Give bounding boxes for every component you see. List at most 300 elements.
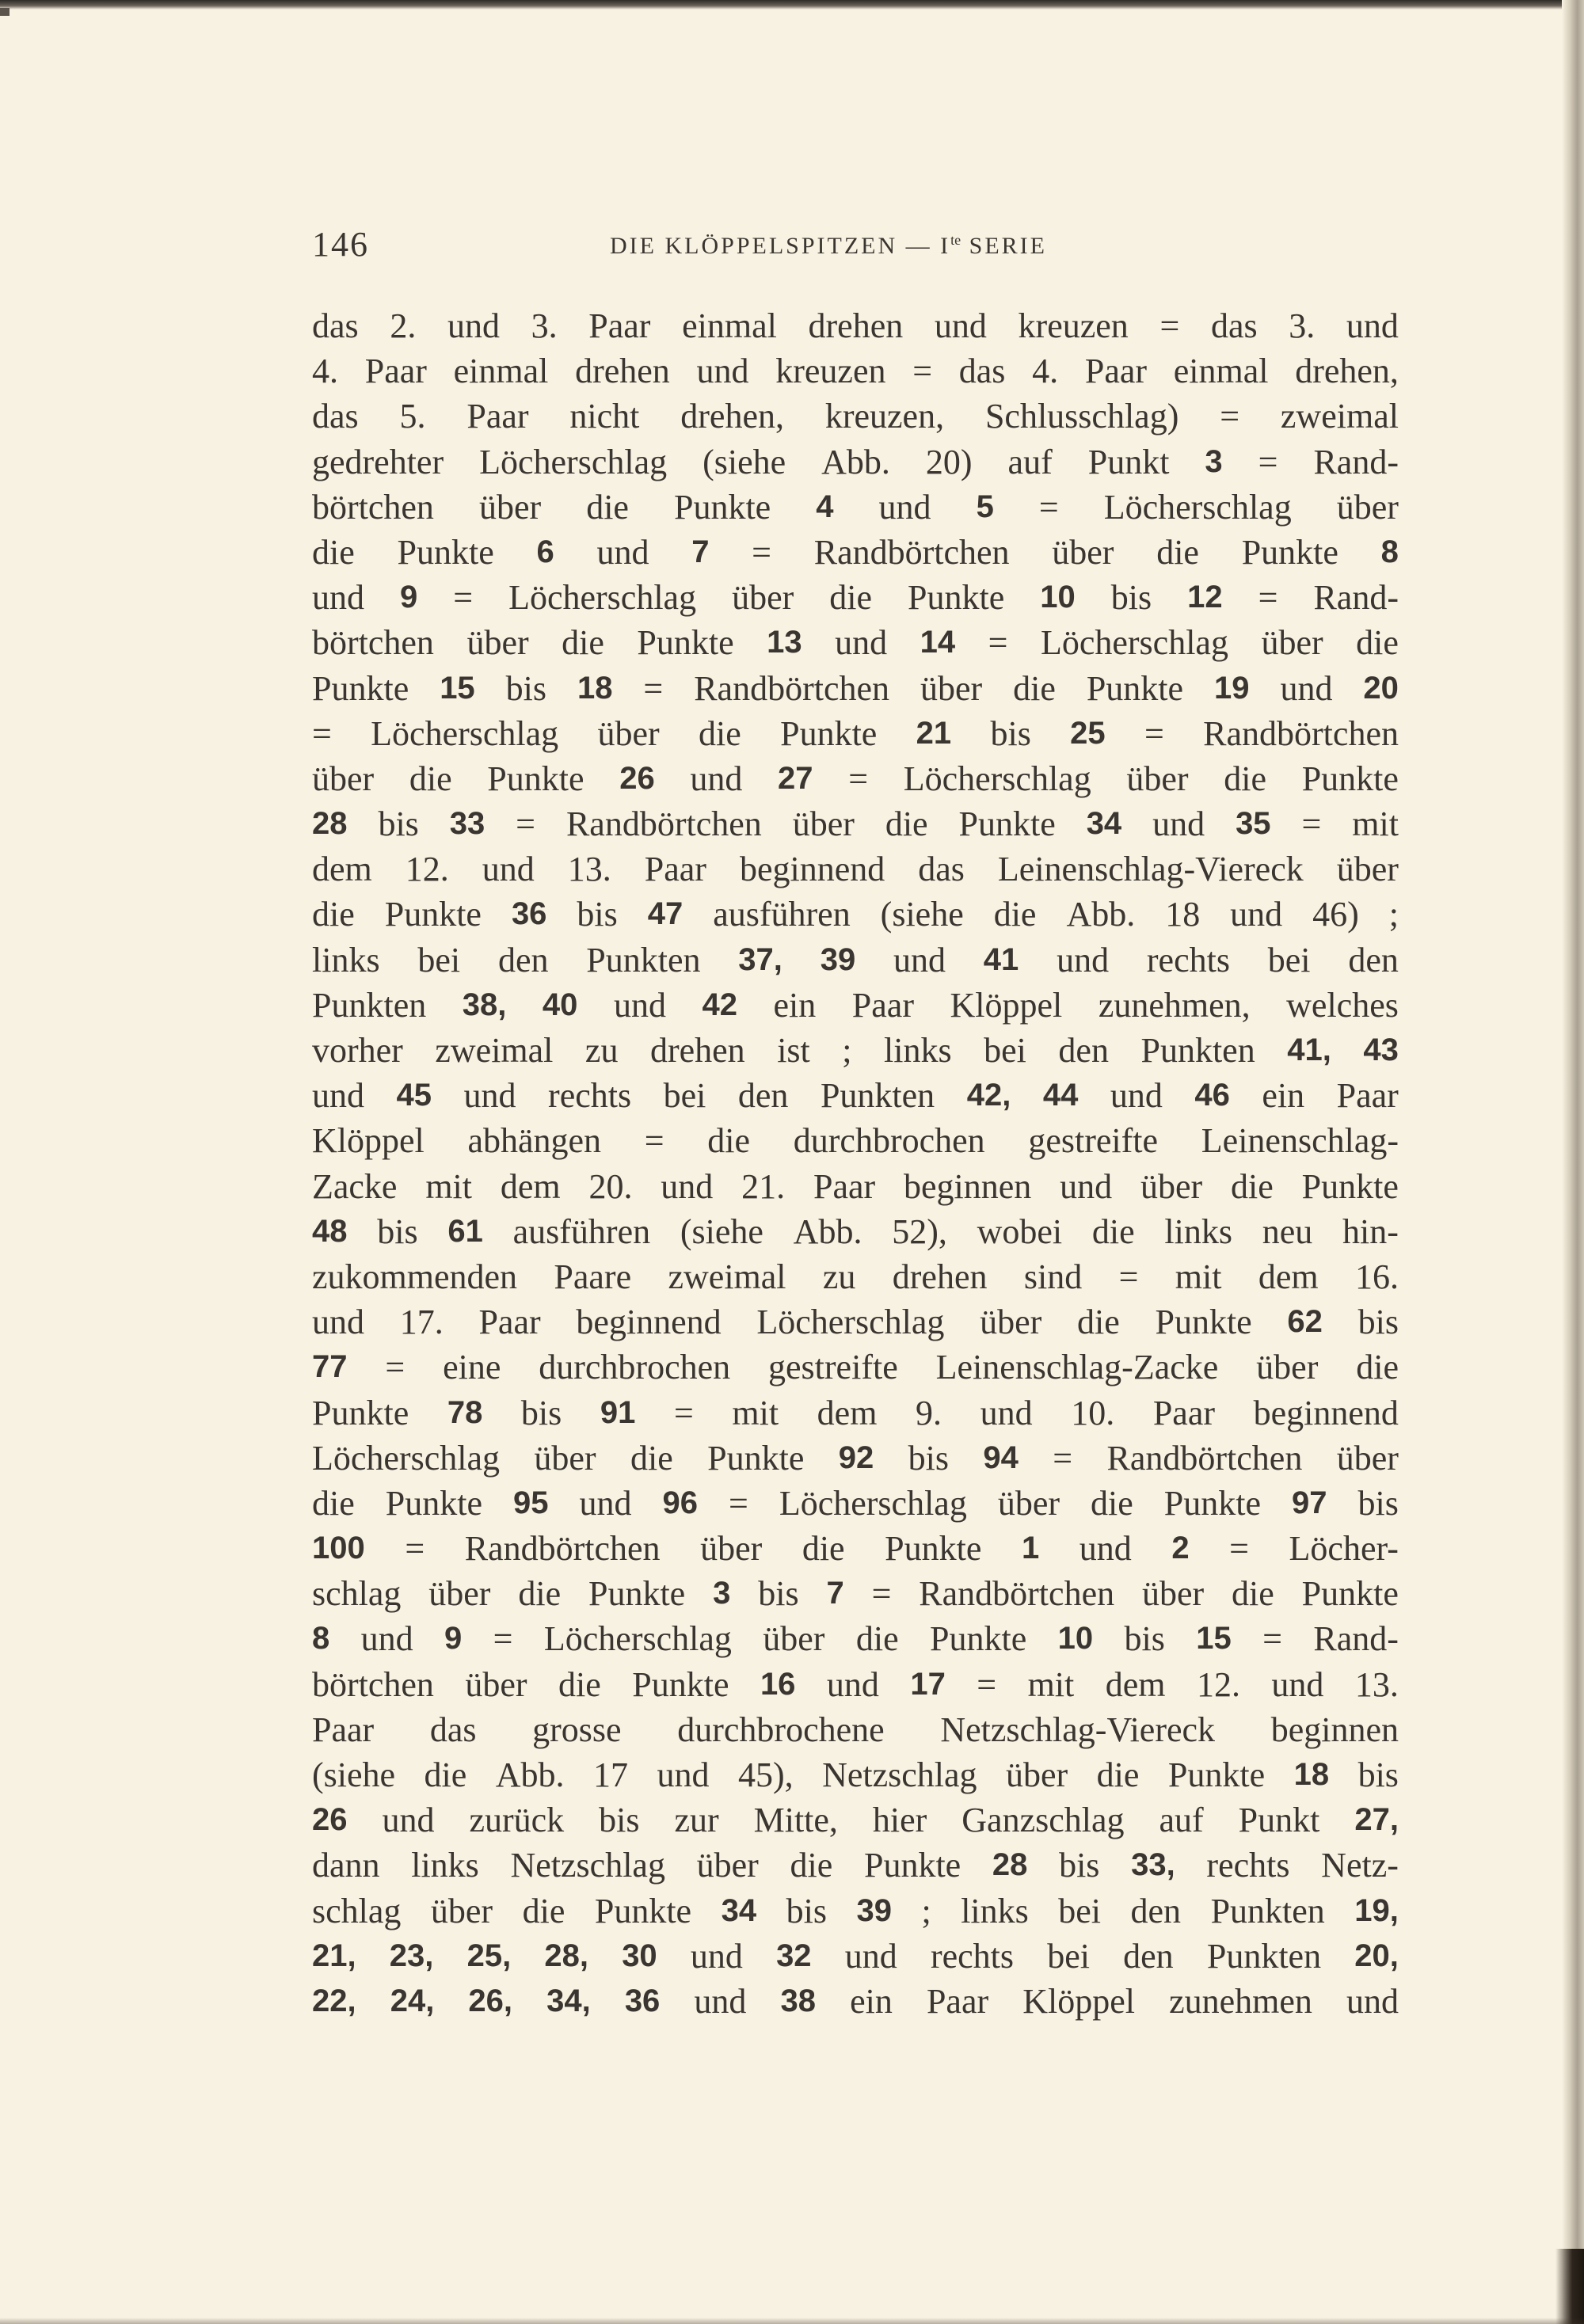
- word: Rand-: [1313, 1619, 1399, 1659]
- word: =: [312, 713, 332, 753]
- word: ;: [842, 1031, 852, 1070]
- word: über: [1256, 1348, 1319, 1387]
- point-number: 28,: [544, 1938, 588, 1973]
- text-line: [312, 530, 1399, 575]
- point-number: 19: [1214, 670, 1250, 706]
- text-line: [312, 983, 1399, 1028]
- word: Netzschlag: [510, 1846, 665, 1885]
- word: und: [835, 623, 888, 663]
- word: Punkte: [385, 1483, 482, 1523]
- word: und: [312, 1076, 364, 1116]
- word: die: [312, 1483, 355, 1523]
- word: Löcherschlag: [371, 713, 559, 753]
- point-number: 45: [396, 1078, 432, 1113]
- word: und: [312, 1303, 364, 1342]
- running-header: [312, 224, 1399, 272]
- word: Punkten: [1140, 1031, 1255, 1070]
- point-number: 3: [713, 1576, 731, 1611]
- point-number: 28: [992, 1847, 1028, 1883]
- word: zu: [584, 1031, 619, 1070]
- word: Löcherschlag: [508, 578, 697, 618]
- text-line: [312, 439, 1399, 485]
- word: Punkte: [1301, 759, 1399, 798]
- word: mit: [425, 1166, 472, 1206]
- text-line: [312, 1707, 1399, 1752]
- word: neu: [1262, 1211, 1313, 1251]
- word: die: [518, 1574, 562, 1614]
- running-title-main: DIE KLÖPPELSPITZEN — I: [610, 233, 951, 259]
- word: Löcherschlag: [543, 1619, 732, 1659]
- point-number: 28: [312, 806, 348, 842]
- word: =: [644, 1121, 664, 1161]
- word: dann: [312, 1846, 380, 1885]
- word: Randbörtchen: [1203, 713, 1399, 753]
- page-corner-mark: [0, 8, 10, 16]
- point-number: 23,: [389, 1938, 434, 1973]
- word: und: [657, 1755, 710, 1794]
- point-number: 77: [312, 1349, 348, 1385]
- word: Paar: [813, 1166, 876, 1206]
- word: beginnen: [904, 1166, 1032, 1206]
- word: Paar: [644, 850, 706, 889]
- word: über: [478, 487, 542, 527]
- word: bis: [1124, 1619, 1165, 1659]
- word: Paar: [364, 352, 427, 391]
- word: börtchen: [312, 1664, 434, 1704]
- word: die: [802, 1529, 845, 1569]
- word: rechts: [930, 1936, 1014, 1976]
- text-line: [312, 1164, 1399, 1209]
- word: Paar: [851, 985, 914, 1025]
- point-number: 27,: [1354, 1802, 1399, 1838]
- word: =: [912, 352, 933, 391]
- word: die: [522, 1891, 565, 1930]
- word: Paar: [312, 1710, 375, 1749]
- word: drehen: [649, 1031, 745, 1070]
- word: sind: [1023, 1257, 1083, 1296]
- word: Punkte: [1163, 1483, 1262, 1523]
- word: =: [729, 1483, 748, 1523]
- word: durchbrochen: [539, 1348, 731, 1387]
- word: einmal: [453, 352, 549, 391]
- word: das: [312, 397, 359, 436]
- point-number: 26,: [468, 1983, 513, 2018]
- word: rechts: [1146, 940, 1230, 979]
- word: bei: [417, 940, 461, 979]
- word: nicht: [569, 397, 640, 436]
- word: Randbörtchen: [813, 532, 1010, 572]
- word: bei: [1047, 1936, 1090, 1976]
- word: das: [429, 1710, 477, 1749]
- word: und: [826, 1664, 879, 1704]
- word: bei: [663, 1076, 706, 1116]
- word: drehen,: [1295, 352, 1399, 391]
- word: drehen: [808, 306, 904, 345]
- word: bis: [599, 1801, 640, 1840]
- word: die: [424, 1755, 467, 1794]
- text-line: [312, 1481, 1399, 1526]
- word: bis: [990, 713, 1031, 753]
- word: über: [997, 1483, 1060, 1523]
- point-number: 34,: [546, 1983, 591, 2018]
- word: über: [428, 1574, 491, 1614]
- word: Punkte: [487, 759, 584, 798]
- word: Punkte: [397, 532, 494, 572]
- word: =: [453, 578, 474, 618]
- word: Punkten: [586, 940, 701, 979]
- word: auf: [1007, 442, 1053, 481]
- word: 46): [1312, 895, 1359, 934]
- word: Leinenschlag-Viereck: [997, 850, 1304, 889]
- point-number: 5: [976, 489, 994, 524]
- word: bis: [908, 1438, 949, 1478]
- word: =: [673, 1393, 694, 1432]
- word: über: [1336, 1438, 1399, 1478]
- word: Punkte: [1301, 1166, 1399, 1206]
- point-number: 92: [838, 1440, 874, 1475]
- word: abhängen: [467, 1121, 602, 1161]
- word: Paar: [478, 1303, 541, 1342]
- word: die: [1356, 1348, 1399, 1387]
- point-number: 35: [1236, 806, 1271, 842]
- word: über: [700, 1529, 763, 1569]
- point-number: 18: [577, 670, 613, 706]
- point-number: 25,: [466, 1938, 512, 1973]
- point-number: 94: [983, 1440, 1019, 1475]
- word: 12.: [405, 850, 449, 889]
- word: über: [1141, 1574, 1205, 1614]
- word: =: [1038, 487, 1059, 527]
- word: =: [1229, 1529, 1249, 1569]
- word: das: [312, 306, 359, 345]
- word: bis: [1059, 1846, 1100, 1885]
- word: und: [696, 352, 749, 391]
- word: den: [1130, 1891, 1182, 1930]
- word: mit: [732, 1393, 779, 1432]
- word: die: [1096, 1755, 1140, 1794]
- word: bei: [1267, 940, 1311, 979]
- word: Abb.: [793, 1211, 862, 1251]
- word: und: [893, 940, 946, 979]
- word: Punkte: [863, 1846, 961, 1885]
- word: über: [1006, 1755, 1068, 1794]
- word: zunehmen: [1169, 1981, 1312, 2021]
- point-number: 36: [624, 1983, 661, 2018]
- word: =: [848, 759, 869, 798]
- point-number: 10: [1040, 580, 1076, 615]
- text-line: [312, 394, 1399, 439]
- word: über: [763, 1619, 825, 1659]
- word: Punkte: [673, 487, 771, 527]
- word: drehen: [892, 1257, 988, 1296]
- word: Punkte: [1155, 1303, 1252, 1342]
- point-number: 96: [662, 1485, 698, 1520]
- word: =: [988, 623, 1008, 663]
- word: und: [312, 578, 364, 618]
- word: =: [1301, 804, 1322, 844]
- point-number: 9: [444, 1621, 463, 1656]
- point-number: 15: [440, 670, 475, 706]
- word: (siehe: [680, 1211, 763, 1251]
- text-line: [312, 1797, 1399, 1843]
- point-number: 43: [1363, 1033, 1399, 1067]
- word: Punkt: [1087, 442, 1170, 481]
- word: wobei: [977, 1211, 1063, 1251]
- word: Punkte: [632, 1664, 729, 1704]
- word: und: [1271, 1664, 1324, 1704]
- point-number: 95: [513, 1485, 549, 1520]
- word: bis: [1357, 1483, 1399, 1523]
- word: ausführen: [713, 895, 851, 934]
- word: hier: [872, 1801, 927, 1840]
- point-number: 14: [920, 625, 956, 660]
- word: 13.: [1354, 1664, 1399, 1704]
- word: einmal: [682, 306, 777, 345]
- word: Löcherschlag: [312, 1438, 500, 1478]
- word: =: [752, 532, 771, 572]
- word: auf: [1159, 1801, 1204, 1840]
- word: und: [360, 1619, 413, 1659]
- point-number: 44: [1042, 1078, 1079, 1113]
- word: beginnend: [739, 850, 885, 889]
- word: bis: [1110, 578, 1152, 618]
- word: Netzschlag-Viereck: [940, 1710, 1216, 1749]
- word: =: [1118, 1257, 1139, 1296]
- text-line: [312, 1345, 1399, 1390]
- word: Ganzschlag: [961, 1801, 1125, 1840]
- word: kreuzen,: [824, 397, 945, 436]
- word: die: [1091, 1483, 1133, 1523]
- text-line: [312, 1299, 1399, 1345]
- point-number: 7: [826, 1576, 844, 1611]
- point-number: 6: [536, 534, 554, 569]
- word: Klöppel: [950, 985, 1063, 1025]
- word: über: [1052, 532, 1114, 572]
- word: gestreifte: [768, 1348, 898, 1387]
- word: und: [878, 487, 931, 527]
- page-right-edge: [1562, 0, 1584, 2324]
- word: börtchen: [312, 487, 434, 527]
- word: durchbrochen: [793, 1121, 985, 1161]
- text-line: [312, 756, 1399, 801]
- word: Punkte: [312, 668, 409, 708]
- word: die: [855, 1619, 899, 1659]
- point-number: 8: [312, 1621, 330, 1656]
- word: =: [493, 1619, 513, 1659]
- point-number: 20: [1363, 670, 1399, 706]
- word: und: [690, 1936, 743, 1976]
- word: den: [737, 1076, 789, 1116]
- word: 20): [925, 442, 973, 481]
- text-line: [312, 1934, 1399, 1979]
- point-number: 7: [691, 534, 710, 569]
- word: bis: [1357, 1755, 1399, 1794]
- word: und: [1230, 895, 1283, 934]
- word: und: [596, 532, 649, 572]
- word: =: [1258, 578, 1278, 618]
- word: kreuzen: [1018, 306, 1129, 345]
- word: die: [409, 759, 452, 798]
- word: (siehe: [703, 442, 786, 481]
- word: mit: [1175, 1257, 1222, 1296]
- word: die: [586, 487, 629, 527]
- word: rechts: [548, 1076, 632, 1116]
- word: schlag: [312, 1574, 402, 1614]
- word: Rand-: [1313, 578, 1399, 618]
- point-number: 22,: [312, 1983, 356, 2018]
- word: über: [732, 578, 794, 618]
- point-number: 78: [447, 1394, 483, 1430]
- point-number: 42,: [966, 1078, 1011, 1113]
- word: Punkten: [1206, 1936, 1322, 1976]
- word: über: [792, 804, 855, 844]
- word: 21.: [741, 1166, 786, 1206]
- point-number: 3: [1205, 443, 1223, 479]
- point-number: 61: [447, 1213, 483, 1249]
- word: 45),: [737, 1755, 794, 1794]
- point-number: 25: [1070, 715, 1106, 751]
- word: Punkte: [637, 623, 734, 663]
- word: 10.: [1071, 1393, 1115, 1432]
- word: die: [1224, 759, 1267, 798]
- word: die: [885, 804, 928, 844]
- text-line: [312, 1028, 1399, 1073]
- word: 17.: [399, 1303, 444, 1342]
- word: zukommenden: [312, 1257, 518, 1296]
- word: Punkten: [1210, 1891, 1325, 1930]
- word: beginnen: [1270, 1710, 1399, 1749]
- word: über: [1336, 850, 1399, 889]
- word: und: [980, 1393, 1033, 1432]
- point-number: 42: [702, 987, 737, 1022]
- point-number: 33: [449, 806, 485, 842]
- word: Rand-: [1313, 442, 1399, 481]
- text-line: [312, 575, 1399, 620]
- word: über: [1336, 487, 1399, 527]
- word: =: [1220, 397, 1240, 436]
- text-line: [312, 1118, 1399, 1163]
- point-number: 46: [1194, 1078, 1230, 1113]
- word: und: [661, 1166, 714, 1206]
- word: 3.: [531, 306, 558, 345]
- word: 12.: [1196, 1664, 1240, 1704]
- word: eine: [443, 1348, 501, 1387]
- word: den: [1348, 940, 1399, 979]
- word: über: [920, 668, 983, 708]
- point-number: 8: [1380, 534, 1399, 569]
- word: schlag: [312, 1891, 402, 1930]
- word: Randbörtchen: [464, 1529, 661, 1569]
- word: die: [993, 895, 1037, 934]
- point-number: 10: [1057, 1621, 1094, 1656]
- text-line: [312, 1390, 1399, 1436]
- word: dem: [817, 1393, 878, 1432]
- word: und: [934, 306, 987, 345]
- word: links: [961, 1891, 1029, 1930]
- word: über: [980, 1303, 1042, 1342]
- word: 18: [1165, 895, 1201, 934]
- word: Löcherschlag: [756, 1303, 945, 1342]
- point-number: 20,: [1354, 1938, 1399, 1973]
- word: links: [411, 1846, 479, 1885]
- point-number: 17: [910, 1666, 946, 1702]
- word: und: [1346, 1981, 1399, 2021]
- point-number: 26: [312, 1802, 348, 1838]
- word: und: [690, 759, 743, 798]
- point-number: 33,: [1131, 1847, 1175, 1883]
- point-number: 19,: [1354, 1892, 1399, 1928]
- point-number: 9: [400, 580, 418, 615]
- point-number: 21: [916, 715, 952, 751]
- word: bis: [1357, 1303, 1399, 1342]
- word: die: [699, 713, 741, 753]
- word: bis: [786, 1891, 827, 1930]
- text-line: [312, 1662, 1399, 1707]
- word: kreuzen: [775, 352, 886, 391]
- word: Klöppel: [312, 1121, 425, 1161]
- word: und: [382, 1801, 435, 1840]
- word: 9.: [916, 1393, 942, 1432]
- word: dem: [1105, 1664, 1166, 1704]
- word: mit: [1027, 1664, 1075, 1704]
- text-line: [312, 1254, 1399, 1299]
- word: Schlusschlag): [984, 397, 1179, 436]
- word: und: [1079, 1529, 1132, 1569]
- word: über: [696, 1846, 759, 1885]
- word: dem: [500, 1166, 561, 1206]
- word: 3.: [1289, 306, 1316, 345]
- word: über: [465, 1664, 527, 1704]
- word: die: [558, 1664, 601, 1704]
- word: Paare: [554, 1257, 632, 1296]
- word: Löcherschlag: [1040, 623, 1228, 663]
- text-line: [312, 846, 1399, 892]
- page-top-edge: [0, 0, 1584, 10]
- word: =: [1159, 306, 1180, 345]
- word: Abb.: [495, 1755, 565, 1794]
- word: gedrehter: [312, 442, 444, 481]
- word: =: [643, 668, 664, 708]
- word: Punkte: [1086, 668, 1184, 708]
- word: Leinenschlag-Zacke: [935, 1348, 1219, 1387]
- word: Paar: [926, 1981, 989, 2021]
- point-number: 13: [767, 625, 802, 660]
- point-number: 18: [1293, 1757, 1330, 1792]
- word: Punkte: [384, 895, 482, 934]
- word: Punkte: [908, 578, 1005, 618]
- word: Randbörtchen: [1106, 1438, 1303, 1478]
- running-title-tail: SERIE: [961, 233, 1047, 259]
- word: Paar: [1336, 1076, 1399, 1116]
- word: bis: [377, 1211, 418, 1251]
- word: bis: [577, 895, 618, 934]
- point-number: 40: [542, 987, 578, 1022]
- word: über: [1126, 759, 1189, 798]
- word: links: [884, 1031, 952, 1070]
- word: über: [312, 759, 375, 798]
- word: Punkte: [930, 1619, 1027, 1659]
- text-line: [312, 485, 1399, 530]
- word: börtchen: [312, 623, 434, 663]
- word: Punkte: [594, 1891, 692, 1930]
- point-number: 37,: [738, 941, 782, 977]
- word: über: [1261, 623, 1323, 663]
- word: Punkte: [707, 1438, 805, 1478]
- text-line: [312, 892, 1399, 937]
- word: die: [312, 895, 355, 934]
- word: die: [1231, 1166, 1274, 1206]
- word: und: [1060, 1166, 1113, 1206]
